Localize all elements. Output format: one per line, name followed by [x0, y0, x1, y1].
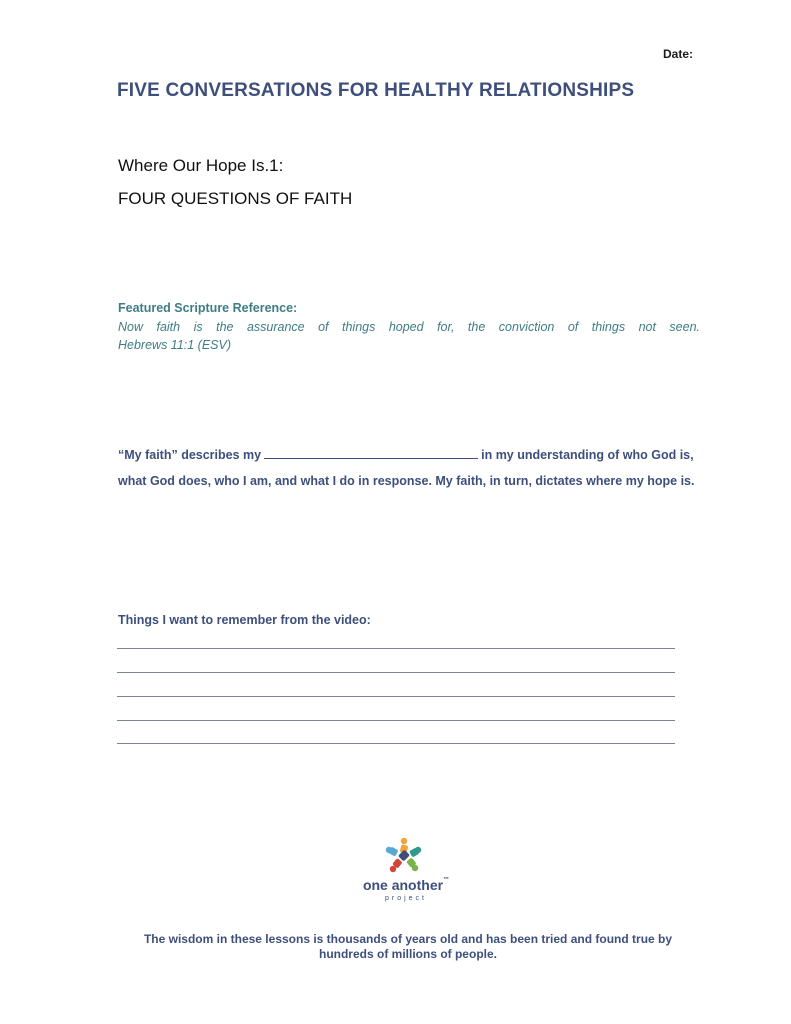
scripture-reference: Hebrews 11:1 (ESV)	[118, 338, 232, 352]
note-line[interactable]	[117, 648, 675, 649]
fill-in-paragraph	[118, 443, 703, 494]
brand-tagline: project	[384, 895, 427, 902]
people-circle-icon	[382, 836, 426, 876]
notes-label: Things I want to remember from the video:	[118, 613, 371, 627]
scripture-label: Featured Scripture Reference:	[118, 301, 298, 315]
note-line[interactable]	[117, 696, 675, 697]
fill-in-before: “My faith” describes my	[118, 448, 262, 462]
page-title: FIVE CONVERSATIONS FOR HEALTHY RELATIONSHIPS	[117, 80, 635, 101]
note-line[interactable]	[117, 672, 675, 673]
footer-note: The wisdom in these lessons is thousands of years old and has been tried and found true by hundreds of millions of people.	[143, 932, 673, 961]
fill-in-after: in my understanding of who God is, what God does, who I am, and what I do in response. My faith, in turn, dictates where my hope is.	[118, 448, 695, 488]
lesson-subtitle: Where Our Hope Is.1:	[118, 156, 284, 175]
date-label: Date:	[663, 47, 694, 61]
fill-in-blank[interactable]	[264, 446, 478, 459]
brand-name: one another™	[362, 877, 450, 893]
note-line[interactable]	[117, 743, 675, 744]
scripture-text: Now faith is the assurance of things hoped for, the conviction of things not seen.	[118, 320, 700, 334]
note-line[interactable]	[117, 720, 675, 721]
section-title: FOUR QUESTIONS OF FAITH	[118, 189, 353, 208]
